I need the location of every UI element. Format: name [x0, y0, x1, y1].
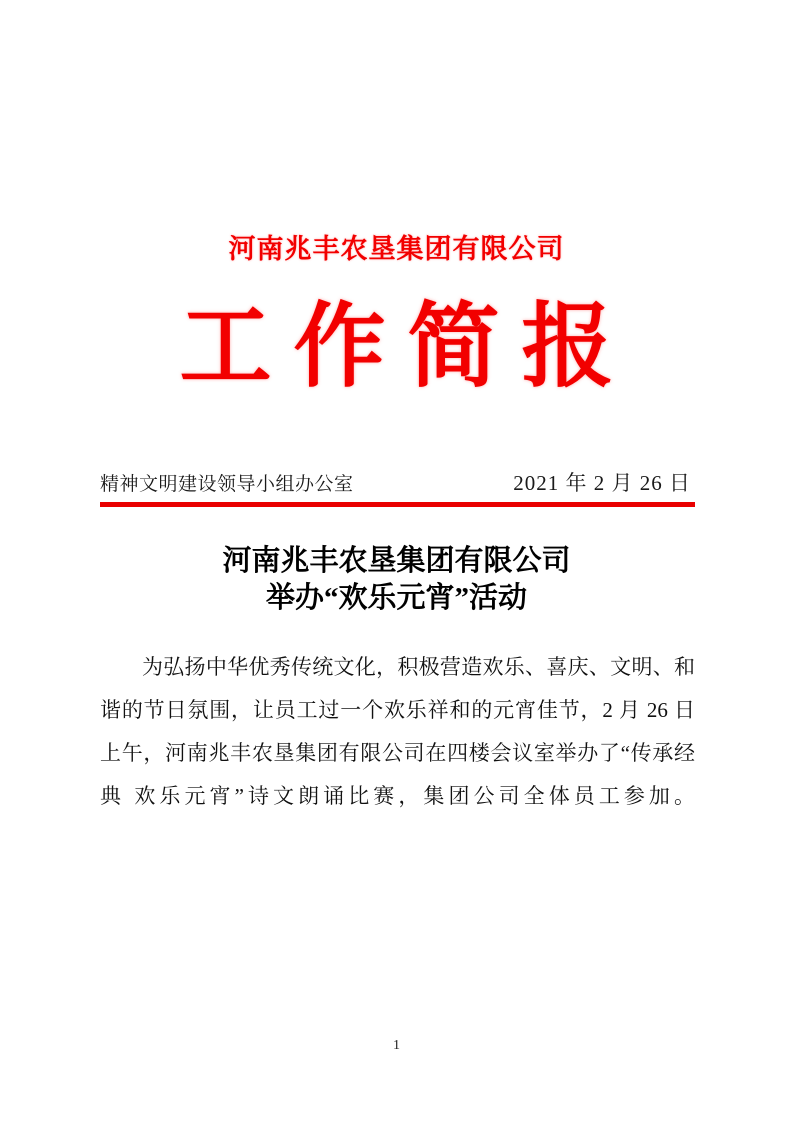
article-title [0, 543, 793, 617]
body-line: 上午，河南兆丰农垦集团有限公司在四楼会议室举办了“传承经 [100, 741, 695, 765]
issuer-date-row [100, 467, 695, 497]
body-line: 为弘扬中华优秀传统文化，积极营造欢乐、喜庆、文明、和 [142, 655, 695, 679]
article-title-line2: 举办“欢乐元宵”活动 [265, 582, 527, 614]
company-name-header: 河南兆丰农垦集团有限公司 [228, 234, 565, 264]
page-number: 1 [393, 1038, 400, 1053]
body-line: 典 欢乐元宵”诗文朗诵比赛，集团公司全体员工参加。 [100, 784, 695, 808]
body-line: 谐的节日氛围，让员工过一个欢乐祥和的元宵佳节，2 月 26 日 [100, 698, 695, 722]
masthead-divider-rule [100, 502, 695, 507]
article-title-line1: 河南兆丰农垦集团有限公司 [222, 545, 571, 577]
body-paragraph [100, 646, 695, 818]
bulletin-masthead-title: 工作简报 [179, 296, 636, 398]
issue-date: 2021 年 2 月 26 日 [513, 471, 691, 495]
issuer-label: 精神文明建设领导小组办公室 [100, 474, 354, 495]
